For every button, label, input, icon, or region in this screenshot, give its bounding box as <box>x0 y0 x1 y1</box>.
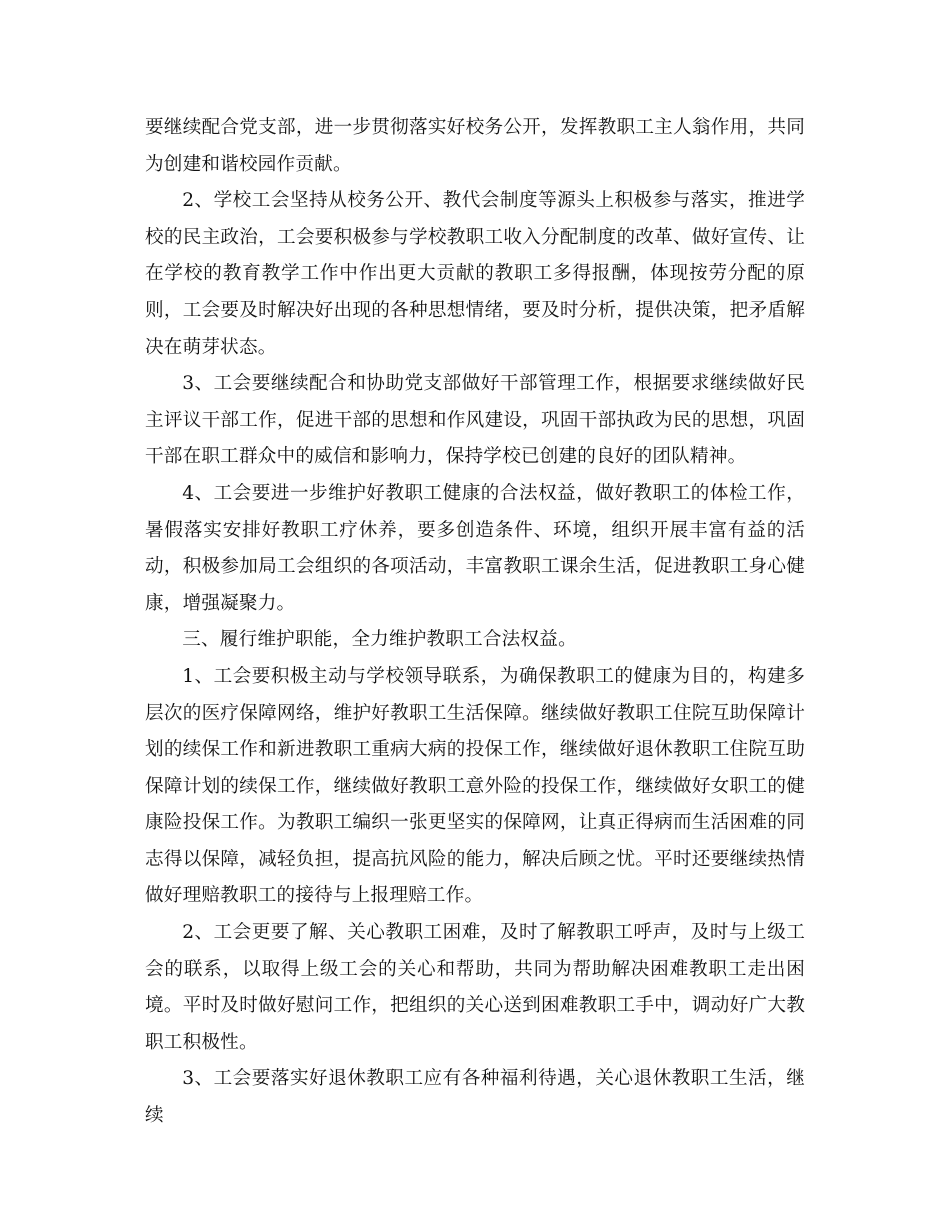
paragraph-6: 2、工会更要了解、关心教职工困难，及时了解教职工呼声，及时与上级工会的联系，以取得上级工会的关心和帮助，共同为帮助解决困难教职工走出困境。平时及时做好慰问工作，把组织的关心送到困难教职工手中，调动好广大教职工积极性。 <box>145 922 805 1053</box>
paragraph-3: 3、工会要继续配合和协助党支部做好干部管理工作，根据要求继续做好民主评议干部工作，促进干部的思想和作风建设，巩固干部执政为民的思想，巩固干部在职工群众中的威信和影响力，保持学校已创建的良好的团队精神。 <box>145 373 805 468</box>
section-heading-3: 三、履行维护职能，全力维护教职工合法权益。 <box>182 629 577 651</box>
paragraph-5: 1、工会要积极主动与学校领导联系，为确保教职工的健康为目的，构建多层次的医疗保障网络，维护好教职工生活保障。继续做好教职工住院互助保障计划的续保工作和新进教职工重病大病的投保工作，继续做好退休教职工住院互助保障计划的续保工作，继续做好教职工意外险的投保工作，继续做好女职工的健康险投保工作。为教职工编织一张更坚实的保障网，让真正得病而生活困难的同志得以保障，减轻负担，提高抗风险的能力，解决后顾之忧。平时还要继续热情做好理赔教职工的接待与上报理赔工作。 <box>145 665 805 907</box>
paragraph-1: 要继续配合党支部，进一步贯彻落实好校务公开，发挥教职工主人翁作用，共同为创建和谐校园作贡献。 <box>145 117 805 175</box>
paragraph-2: 2、学校工会坚持从校务公开、教代会制度等源头上积极参与落实，推进学校的民主政治，工会要积极参与学校教职工收入分配制度的改革、做好宣传、让在学校的教育教学工作中作出更大贡献的教职工多得报酬，体现按劳分配的原则，工会要及时解决好出现的各种思想情绪，要及时分析，提供决策，把矛盾解决在萌芽状态。 <box>145 190 805 358</box>
paragraph-4: 4、工会要进一步维护好教职工健康的合法权益，做好教职工的体检工作，暑假落实安排好教职工疗休养，要多创造条件、环境，组织开展丰富有益的活动，积极参加局工会组织的各项活动，丰富教职工课余生活，促进教职工身心健康，增强凝聚力。 <box>145 482 805 614</box>
paragraph-7: 3、工会要落实好退休教职工应有各种福利待遇，关心退休教职工生活，继续 <box>145 1068 805 1127</box>
document-page <box>145 110 805 1135</box>
